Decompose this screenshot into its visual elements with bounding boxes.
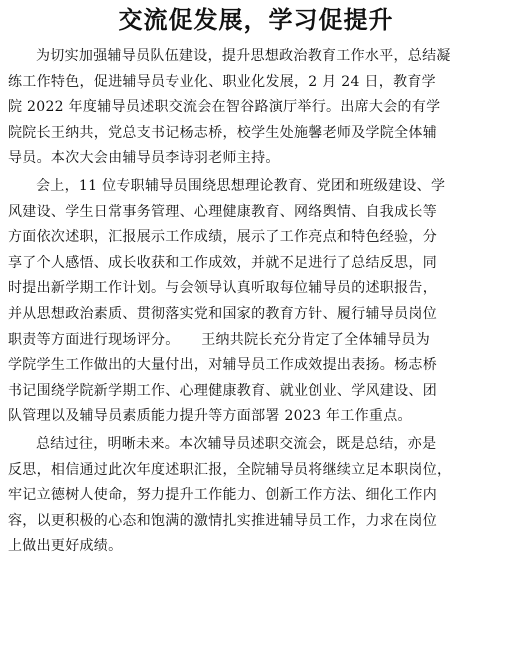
paragraph-line: 总结过往，明晰未来。本次辅导员述职交流会，既是总结，亦是 [36,435,437,452]
paragraph-1 [8,44,504,172]
paragraph-line: 反思，相信通过此次年度述职汇报，全院辅导员将继续立足本职岗位， [8,461,452,478]
paragraph-2 [8,174,504,430]
paragraph-line: 为切实加强辅导员队伍建设，提升思想政治教育工作水平，总结凝 [36,48,451,64]
paragraph-line: 练工作特色，促进辅导员专业化、职业化发展，2 月 24 日，教育学 [8,73,436,90]
paragraph-line: 时提出新学期工作计划。与会领导认真听取每位辅导员的述职报告， [8,280,437,297]
paragraph-line: 书记围绕学院新学期工作、心理健康教育、就业创业、学风建设、团 [8,382,437,399]
paragraph-line: 职责等方面进行现场评分。 王纳共院长充分肯定了全体辅导员为 [8,331,430,348]
paragraph-line: 队管理以及辅导员素质能力提升等方面部署 2023 年工作重点。 [8,408,412,425]
article-title: 交流促发展，学习促提升 [118,5,394,34]
paragraph-line: 享了个人感悟、成长收获和工作成效，并就不足进行了总结反思，同 [8,254,437,271]
paragraph-line: 牢记立德树人使命，努力提升工作能力、创新工作方法、细化工作内 [8,487,437,504]
paragraph-line: 容，以更积极的心态和饱满的激情扎实推进辅导员工作，力求在岗位 [8,512,437,529]
paragraph-line: 会上，11 位专职辅导员围绕思想理论教育、党团和班级建设、学 [36,177,446,194]
paragraph-line: 上做出更好成绩。 [8,538,123,555]
paragraph-line: 方面依次述职，汇报展示工作成绩，展示了工作亮点和特色经验，分 [8,229,437,246]
paragraph-line: 院院长王纳共，党总支书记杨志桥，校学生处施馨老师及学院全体辅 [8,124,437,141]
paragraph-line: 导员。本次大会由辅导员李诗羽老师主持。 [8,150,280,167]
paragraph-line: 风建设、学生日常事务管理、心理健康教育、网络舆情、自我成长等 [8,203,437,220]
paragraph-line: 学院学生工作做出的大量付出，对辅导员工作成效提出表扬。杨志桥 [8,357,437,374]
paragraph-3 [8,432,504,560]
paragraph-line: 院 2022 年度辅导员述职交流会在智谷路演厅举行。出席大会的有学 [8,99,441,116]
paragraph-line: 并从思想政治素质、贯彻落实党和国家的教育方针、履行辅导员岗位 [8,305,437,322]
